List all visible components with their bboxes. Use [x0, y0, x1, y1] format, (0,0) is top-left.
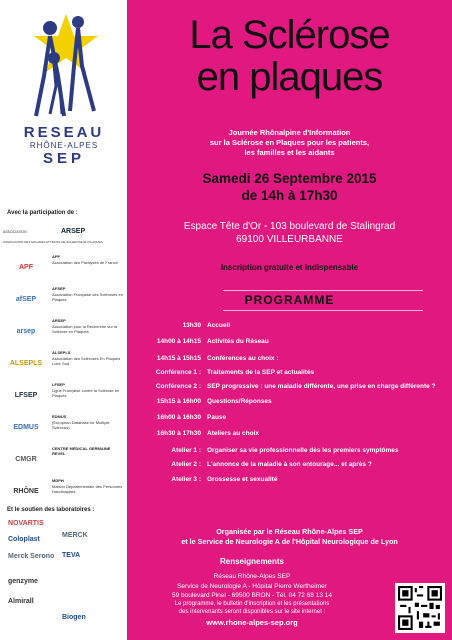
programme-time: Conférence 2 :	[155, 383, 201, 390]
reseau-line-2: RHÔNE-ALPES	[29, 141, 99, 150]
partner-desc: Association pour la Recherche sur la Sclérose en Plaques	[52, 324, 118, 334]
organised-by	[127, 527, 452, 547]
footer-line-1: Le programme, le bulletin d'inscription et les présentations	[174, 601, 330, 607]
lab-logo: genzyme	[8, 578, 38, 585]
programme-time: Atelier 3 :	[171, 476, 201, 483]
programme-activity: SEP progressive : une maladie différente, une prise en charge différente ?	[207, 383, 436, 390]
footer-note	[127, 600, 377, 616]
partner-item	[4, 286, 124, 314]
partner-item	[4, 254, 124, 282]
event-date	[127, 170, 452, 204]
programme-activity: Traitements de la SEP et actualités	[207, 369, 315, 376]
partner-desc: Association des Sclérosés En Plaques Loire Sud	[52, 356, 121, 366]
programme-time: 15h15 à 16h00	[156, 398, 201, 405]
event-day: Samedi 26 Septembre 2015	[202, 171, 377, 186]
arsep-assoc-banner	[3, 222, 123, 246]
rens-line-3: 59 boulevard Pinel - 69500 BRON - Tél. 04 72 68 13 14	[172, 592, 332, 599]
programme-title: PROGRAMME	[244, 293, 335, 307]
partner-desc: Ligue Française contre la Sclérose en Plaques	[52, 388, 120, 398]
partner-name: ALSEPLS	[52, 350, 71, 355]
partner-item	[4, 350, 124, 378]
partner-desc: (European Database for Multiple Sclerosis)	[52, 420, 110, 430]
title-line-2: en plaques	[196, 55, 383, 99]
lab-logo: Coloplast	[8, 536, 40, 543]
assoc-label: ASSOCIATION	[3, 230, 27, 234]
partner-name: AFSEP	[52, 286, 66, 291]
programme-rule-top	[223, 290, 423, 291]
programme-row	[127, 398, 452, 412]
qr-code-icon	[398, 586, 442, 630]
programme-time: Atelier 1 :	[171, 447, 201, 454]
partner-logo: EDMUS	[13, 423, 39, 431]
programme-time: 16h00 à 16h30	[156, 414, 201, 421]
lab-logo: MERCK	[62, 532, 88, 539]
programme-row	[127, 322, 452, 336]
programme-activity: Accueil	[207, 322, 231, 329]
rens-line-2: Service de Neurologie A - Hôpital Pierre Wertheimer	[177, 582, 327, 590]
location-line-1: Espace Tête d'Or - 103 boulevard de Stalingrad	[183, 221, 396, 232]
reseau-line-3: SEP	[42, 150, 85, 167]
partner-name: APF	[52, 254, 60, 259]
partner-logo: LFSEP	[14, 391, 38, 399]
programme-activity: Ateliers au choix	[207, 430, 260, 437]
programme-rule-bottom	[223, 310, 423, 311]
programme-activity: Activités du Réseau	[207, 338, 269, 345]
subtitle	[127, 128, 452, 158]
title-line-1: La Sclérose	[189, 13, 390, 57]
soutien-label: Et le soutien des laboratoires :	[7, 507, 95, 513]
programme-time: 16h30 à 17h30	[156, 430, 201, 437]
programme-row	[127, 461, 452, 475]
programme-row	[127, 430, 452, 444]
lab-logo: Biogen	[62, 614, 86, 621]
partner-item	[4, 446, 124, 474]
event-hours: de 14h à 17h30	[241, 188, 338, 203]
programme-time: Conférence 1 :	[155, 369, 201, 376]
programme-row	[127, 414, 452, 428]
website-link[interactable]: www.rhone-alpes-sep.org	[206, 618, 298, 627]
partner-desc: Association Française des Sclérosés en Plaques	[52, 292, 123, 302]
partner-desc: Association des Paralysés de France	[52, 260, 118, 265]
partner-logo: ALSEPLS	[9, 359, 43, 367]
renseignements-text	[127, 572, 377, 601]
programme-row	[127, 338, 452, 352]
partner-logo: afSEP	[15, 295, 37, 303]
programme-row	[127, 369, 452, 383]
partner-name: MDPH	[52, 478, 64, 483]
partner-name: ARSEP	[52, 318, 66, 323]
reseau-line-1: RESEAU	[23, 124, 105, 141]
programme-row	[127, 355, 452, 369]
lab-logo: Almirall	[8, 598, 34, 605]
programme-time: 14h00 à 14h15	[156, 338, 201, 345]
programme-activity: Grossesse et sexualité	[207, 476, 278, 483]
subtitle-line-1: Journée Rhônalpine d'Information	[228, 128, 351, 137]
reseau-wordmark	[8, 124, 120, 167]
assoc-abbr: ARSEP	[61, 228, 86, 235]
lab-logo: TEVA	[62, 552, 81, 559]
programme-time: 13h30	[182, 322, 201, 329]
programme-activity: Pause	[207, 414, 227, 421]
qr-code[interactable]	[395, 583, 445, 633]
participation-label: Avec la participation de :	[7, 210, 78, 216]
partner-item	[4, 318, 124, 346]
partner-logo: APF	[19, 263, 33, 271]
programme-activity: L'annonce de la maladie à son entourage... et après ?	[207, 461, 372, 468]
partner-name: LFSEP	[52, 382, 65, 387]
programme-row	[127, 383, 452, 397]
programme-time: 14h15 à 15h15	[156, 355, 201, 362]
subtitle-line-2: sur la Sclérose en Plaques pour les patients,	[209, 138, 370, 147]
partner-item	[4, 414, 124, 442]
main-panel	[127, 0, 452, 640]
organised-line-1: Organisée par le Réseau Rhône-Alpes SEP	[216, 527, 363, 536]
programme-time: Atelier 2 :	[171, 461, 201, 468]
footer-line-2: des intervenants seront disponibles sur le site internet :	[178, 609, 326, 615]
inscription-note: Inscription gratuite et indispensable	[220, 263, 359, 272]
partner-logo: RHÔNE	[13, 487, 39, 495]
partner-item	[4, 382, 124, 410]
rens-line-1: Réseau Rhône-Alpes SEP	[213, 573, 291, 580]
programme-activity: Conférences au choix :	[207, 355, 279, 362]
star-figures-icon	[14, 6, 114, 126]
event-location	[127, 220, 452, 246]
organised-line-2: et le Service de Neurologie A de l'Hôpital Neurologique de Lyon	[181, 537, 398, 546]
programme-activity: Questions/Réponses	[207, 398, 272, 405]
partner-logo: arsep	[16, 327, 36, 335]
renseignements-title: Renseignements	[219, 557, 285, 566]
sidebar	[0, 0, 127, 640]
partner-name: EDMUS	[52, 414, 67, 419]
subtitle-line-3: les familles et les aidants	[244, 148, 335, 157]
assoc-full: ASSOCIATION DES MALADES ATTEINTS DE SCLEROSE EN PLAQUES	[3, 240, 103, 244]
lab-logo: NOVARTIS	[8, 520, 44, 527]
partner-item	[4, 478, 124, 506]
programme-row	[127, 476, 452, 490]
lab-logo: Merck Serono	[8, 553, 55, 560]
partner-name: CENTRE MÉDICAL GERMAINE REVEL	[52, 446, 111, 456]
location-line-2: 69100 VILLEURBANNE	[236, 234, 343, 245]
programme-activity: Organiser sa vie professionnelle dès les premiers symptômes	[207, 447, 399, 454]
partner-logo: CMGR	[15, 455, 37, 463]
partner-desc: Maison Départementale des Personnes Handicapées	[52, 484, 123, 494]
programme-row	[127, 447, 452, 461]
